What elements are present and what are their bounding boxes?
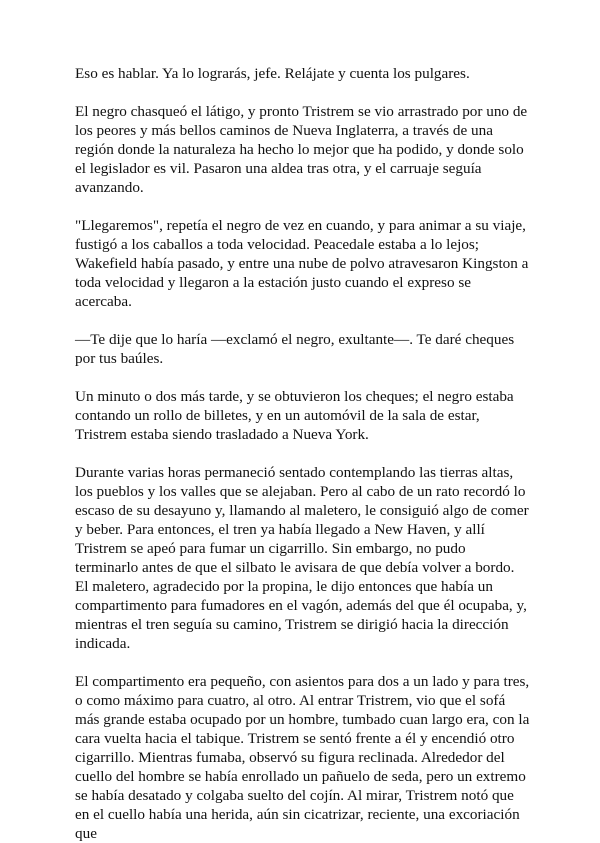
paragraph: Eso es hablar. Ya lo lograrás, jefe. Relájate y cuenta los pulgares. (75, 65, 470, 82)
paragraph: Durante varias horas permaneció sentado contemplando las tierras altas, los pueblos y los valles que se alejaban. Pero al cabo de un rato recordó lo escaso de su desayuno y, llamando al maletero, le consiguió algo de comer y beber. Para entonces, el tren ya había llegado a New Haven, y allí Tristrem se apeó para fumar un cigarrillo. Sin embargo, no pudo terminarlo antes de que el silbato le avisara de que debía volver a bordo. El maletero, agradecido por la propina, le dijo entonces que había un compartimento para fumadores en el vagón, además del que él ocupaba, y, mientras el tren seguía su camino, Tristrem se dirigió hacia la dirección indicada. (75, 464, 529, 652)
paragraph: "Llegaremos", repetía el negro de vez en cuando, y para animar a su viaje, fustigó a los caballos a toda velocidad. Peacedale estaba a lo lejos; Wakefield había pasado, y entre una nube de polvo atravesaron Kingston a toda velocidad y llegaron a la estación justo cuando el expreso se acercaba. (75, 217, 529, 310)
paragraph: Un minuto o dos más tarde, y se obtuvieron los cheques; el negro estaba contando un rollo de billetes, y en un automóvil de la sala de estar, Tristrem estaba siendo trasladado a Nueva York. (75, 388, 514, 443)
paragraph: El negro chasqueó el látigo, y pronto Tristrem se vio arrastrado por uno de los peores y más bellos caminos de Nueva Inglaterra, a través de una región donde la naturaleza ha hecho lo mejor que ha podido, y donde solo el legislador es vil. Pasaron una aldea tras otra, y el carruaje seguía avanzando. (75, 103, 528, 196)
document-page (75, 64, 530, 843)
paragraph: El compartimento era pequeño, con asientos para dos a un lado y para tres, o como máximo para cuatro, al otro. Al entrar Tristrem, vio que el sofá más grande estaba ocupado por un hombre, tumbado cuan largo era, con la cara vuelta hacia el tabique. Tristrem se sentó frente a él y encendió otro cigarrillo. Mientras fumaba, observó su figura reclinada. Alrededor del cuello del hombre se había enrollado un pañuelo de seda, pero un extremo se había desatado y colgaba suelto del cojín. Al mirar, Tristrem notó que en el cuello había una herida, aún sin cicatrizar, reciente, una excoriación que (75, 673, 530, 842)
paragraph: —Te dije que lo haría —exclamó el negro, exultante—. Te daré cheques por tus baúles. (75, 331, 515, 367)
